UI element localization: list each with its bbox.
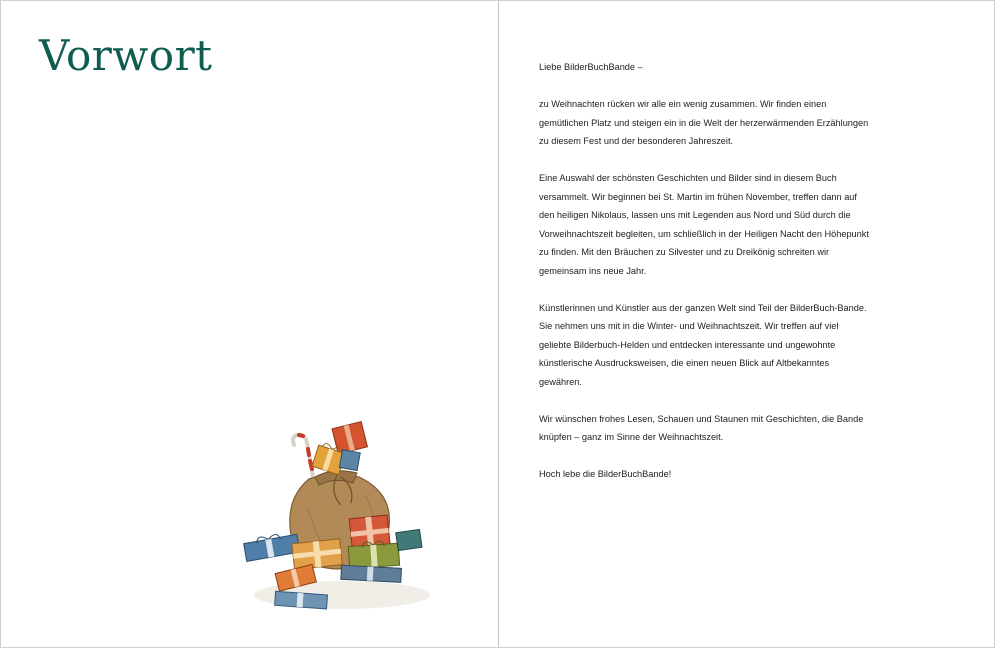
gift-icon bbox=[396, 529, 422, 550]
right-page bbox=[499, 1, 994, 647]
gift-icon bbox=[292, 539, 342, 570]
foreword-text bbox=[539, 58, 869, 502]
gift-icon bbox=[339, 450, 360, 471]
gift-sack-illustration bbox=[237, 417, 433, 617]
greeting: Liebe BilderBuchBande – bbox=[539, 62, 643, 72]
gift-icon bbox=[275, 591, 328, 609]
gift-icon bbox=[332, 422, 367, 454]
left-page bbox=[1, 1, 498, 647]
page-title: Vorwort bbox=[39, 31, 213, 80]
closing-line: Hoch lebe die BilderBuchBande! bbox=[539, 469, 672, 479]
gift-icon bbox=[243, 531, 300, 562]
gift-icon bbox=[341, 565, 402, 582]
paragraph: Eine Auswahl der schönsten Geschichten und Bilder sind in diesem Buch versammelt. Wir beginnen bei St. Martin im frühen November, treffen dann auf den heiligen Nikolaus, lassen uns mit Legenden aus Nord und Süd durch die Vorweihnachtszeit begleiten, um schließlich in der Heiligen Nacht den Höhepunkt zu finden. Mit den Bräuchen zu Silvester und zu Dreikönig schreiten wir gemeinsam ins neue Jahr. bbox=[539, 173, 869, 276]
paragraph: Wir wünschen frohes Lesen, Schauen und Staunen mit Geschichten, die Bande knüpfen – ganz im Sinne der Weihnachtszeit. bbox=[539, 413, 864, 442]
paragraph: zu Weihnachten rücken wir alle ein wenig zusammen. Wir finden einen gemütlichen Platz und steigen ein in die Welt der herzerwärmenden Erzählungen zu diesem Fest und der besonderen Jahreszeit. bbox=[539, 99, 869, 146]
paragraph: Künstlerinnen und Künstler aus der ganzen Welt sind Teil der BilderBuch-Bande. Sie nehmen uns mit in die Winter- und Weihnachtszeit. Wir treffen auf viel geliebte Bilderbuch-Helden und entdecken interessante und ungewohnte künstlerische Ausdrucksweisen, die einen neuen Blick auf Altbekanntes gewähren. bbox=[539, 302, 867, 387]
